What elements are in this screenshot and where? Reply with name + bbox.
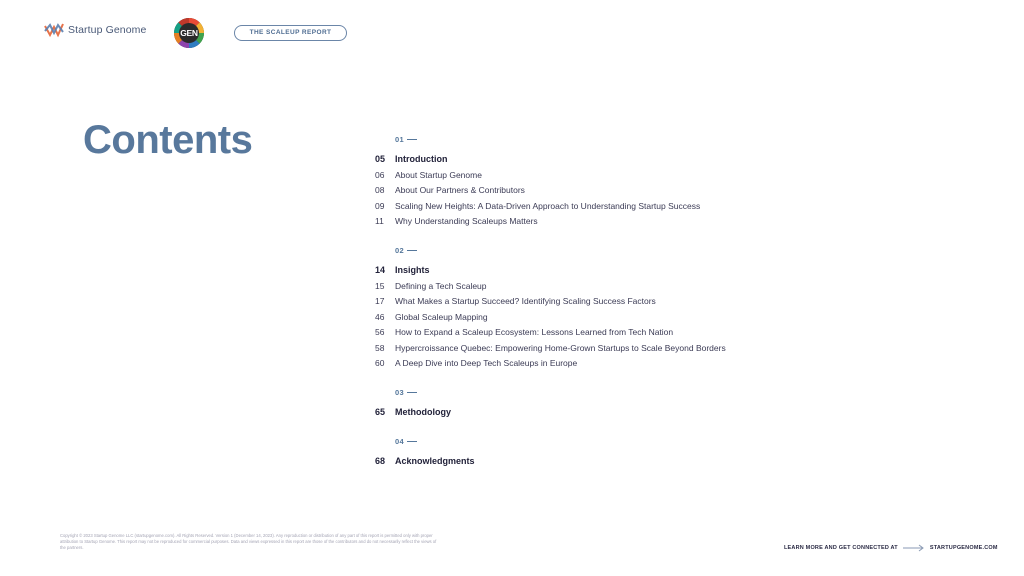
page-number: 60 xyxy=(375,358,385,368)
startup-genome-logo[interactable] xyxy=(44,22,146,38)
page-number: 09 xyxy=(375,201,385,211)
entry-label: Why Understanding Scaleups Matters xyxy=(395,216,538,226)
page-number: 65 xyxy=(375,407,386,417)
report-label-button[interactable]: THE SCALEUP REPORT xyxy=(234,25,347,41)
entry-label: Hypercroissance Quebec: Empowering Home-Grown Startups to Scale Beyond Borders xyxy=(395,343,726,353)
logo-text: Startup Genome xyxy=(68,24,147,36)
page-number: 17 xyxy=(375,296,385,306)
page-number: 11 xyxy=(375,216,384,226)
toc-entry[interactable] xyxy=(375,358,577,368)
gen-label: GEN xyxy=(180,28,198,38)
entry-label: About Our Partners & Contributors xyxy=(395,185,525,195)
page-number: 68 xyxy=(375,456,386,466)
startup-genome-logo-icon xyxy=(44,22,64,38)
toc-entry[interactable] xyxy=(375,312,488,322)
website-link[interactable]: STARTUPGENOME.COM xyxy=(929,545,998,551)
entry-label: Scaling New Heights: A Data-Driven Approach to Understanding Startup Success xyxy=(395,201,701,211)
entry-label: Global Scaleup Mapping xyxy=(395,312,488,322)
entry-label: What Makes a Startup Succeed? Identifying Scaling Success Factors xyxy=(395,296,656,306)
toc-entry[interactable] xyxy=(375,327,673,337)
toc-entry[interactable] xyxy=(375,170,482,180)
entry-label: How to Expand a Scaleup Ecosystem: Lessons Learned from Tech Nation xyxy=(395,327,674,337)
toc-entry[interactable] xyxy=(375,216,538,226)
page-title: Contents xyxy=(83,118,253,162)
page-number: 46 xyxy=(375,312,385,322)
toc-entry[interactable] xyxy=(375,201,700,211)
entry-label: Methodology xyxy=(395,407,451,417)
page-number: 08 xyxy=(375,185,385,195)
page-number: 14 xyxy=(375,265,386,275)
toc-entry[interactable] xyxy=(375,343,726,353)
toc-entry-introduction[interactable] xyxy=(375,154,448,164)
entry-label: About Startup Genome xyxy=(395,170,482,180)
toc-entry-insights[interactable] xyxy=(375,265,430,275)
arrow-right-icon xyxy=(903,544,925,552)
section-number-02: 02 xyxy=(395,246,417,255)
learn-more-text: LEARN MORE AND GET CONNECTED AT xyxy=(784,545,898,551)
toc-entry[interactable] xyxy=(375,185,525,195)
entry-label: A Deep Dive into Deep Tech Scaleups in Europe xyxy=(395,358,578,368)
toc-entry[interactable] xyxy=(375,296,656,306)
entry-label: Defining a Tech Scaleup xyxy=(395,281,487,291)
page-number: 05 xyxy=(375,154,386,164)
entry-label: Insights xyxy=(395,265,430,275)
page-number: 06 xyxy=(375,170,385,180)
section-number-04: 04 xyxy=(395,437,417,446)
page-number: 15 xyxy=(375,281,385,291)
page-number: 58 xyxy=(375,343,385,353)
footer-cta[interactable] xyxy=(784,544,998,552)
toc-entry-acknowledgments[interactable] xyxy=(375,456,475,466)
toc-entry-methodology[interactable] xyxy=(375,407,451,417)
entry-label: Introduction xyxy=(395,154,448,164)
page-number: 56 xyxy=(375,327,385,337)
copyright-notice: Copyright © 2023 Startup Genome LLC (startupgenome.com). All Rights Reserved. Version 1 (December 14, 2023). Any reproduction or distribution of any part of this report is permitted only with proper attribution to Startup Genome. This report may not be reproduced for commercial purposes. Data and views expressed in this report are those of the contributors and do not necessarily reflect the views of the partners. xyxy=(60,533,437,550)
gen-logo[interactable] xyxy=(173,17,205,49)
entry-label: Acknowledgments xyxy=(395,456,475,466)
toc-entry[interactable] xyxy=(375,281,487,291)
section-number-03: 03 xyxy=(395,388,417,397)
section-number-01: 01 xyxy=(395,135,417,144)
